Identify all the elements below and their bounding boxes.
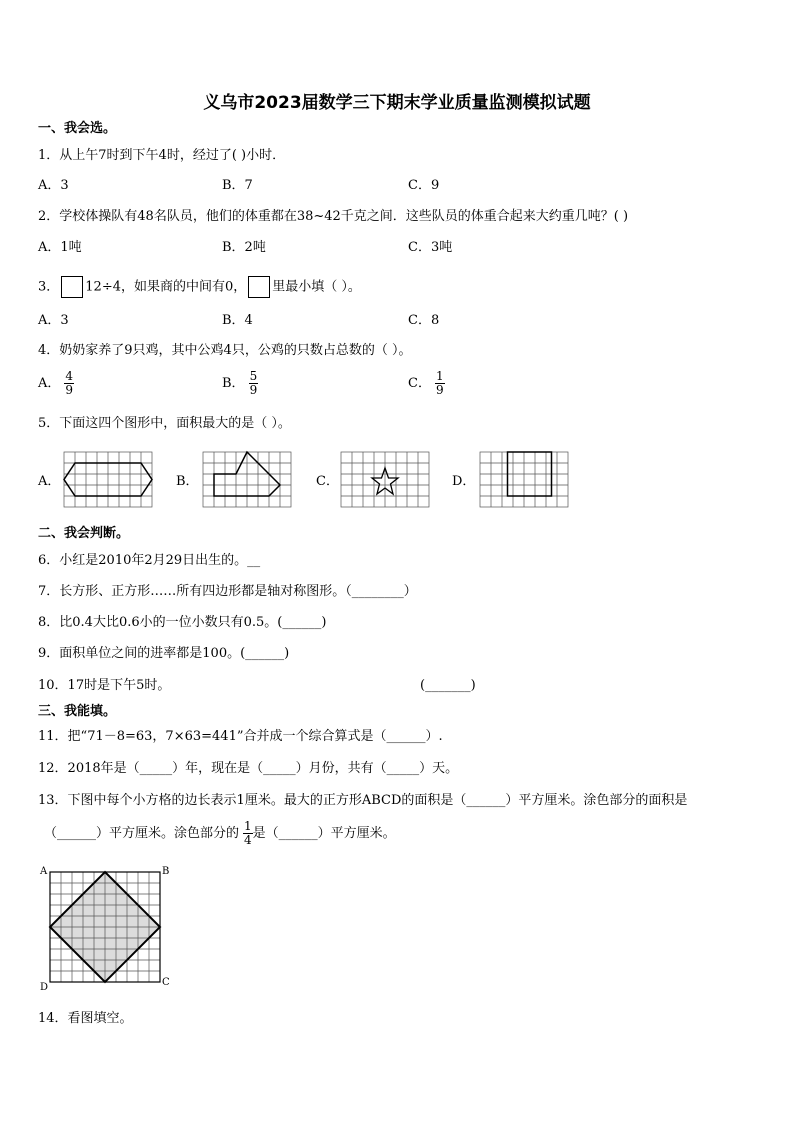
question-4: 4．奶奶家养了9只鸡，其中公鸡4只，公鸡的只数占总数的（ ）。 [38, 343, 412, 358]
figure-a-hexagon [64, 452, 152, 507]
q2-option-a: A．1吨 [38, 240, 82, 255]
q3-option-a: A．3 [38, 313, 69, 328]
fraction: $\frac{1}{9}$ [435, 369, 444, 397]
label-a: A [40, 866, 48, 877]
q3-text-end: 里最小填（ ）。 [272, 279, 361, 295]
q10-answer-blank: (_______) [420, 678, 476, 693]
question-14: 14．看图填空。 [38, 1011, 133, 1026]
q2-option-c: C．3吨 [408, 240, 453, 255]
fraction: $\frac{5}{9}$ [249, 369, 258, 397]
figure-b-house [203, 452, 291, 507]
q5-option-a-label: A． [38, 474, 61, 489]
section-heading-choice: 一、我会选。 [38, 121, 117, 136]
q5-option-b-label: B． [176, 474, 199, 489]
q5-option-d-label: D． [452, 474, 476, 489]
q2-option-b: B．2吨 [222, 240, 266, 255]
section-heading-judge: 二、我会判断。 [38, 526, 130, 541]
question-2: 2．学校体操队有48名队员，他们的体重都在38~42千克之间．这些队员的体重合起来大约重几吨？( ) [38, 209, 629, 224]
label-b: B [162, 866, 170, 877]
question-8: 8．比0.4大比0.6小的一位小数只有0.5。(______) [38, 615, 327, 630]
question-11: 11．把“71－8=63，7×63=441”合并成一个综合算式是（______）. [38, 729, 443, 744]
question-12: 12．2018年是（_____）年，现在是（_____）月份，共有（_____）天。 [38, 761, 459, 776]
q5-option-c-label: C． [316, 474, 339, 489]
question-13-line1: 13．下图中每个小方格的边长表示1厘米。最大的正方形ABCD的面积是（______）平方厘米。涂色部分的面积是 [38, 793, 688, 808]
square-abcd-grid [50, 872, 160, 982]
label-d: D [40, 982, 49, 993]
q3-number: 3． [38, 279, 60, 295]
q1-option-c: C．9 [408, 178, 440, 193]
answer-box [248, 276, 270, 298]
question-9: 9．面积单位之间的进率都是100。(______) [38, 646, 290, 661]
q3-option-b: B．4 [222, 313, 253, 328]
figure-c-star [341, 452, 429, 507]
q4-option-b: B． $\frac{5}{9}$ [222, 369, 258, 397]
q1-option-b: B．7 [222, 178, 253, 193]
q4-option-c: C． $\frac{1}{9}$ [408, 369, 444, 397]
fraction: $\frac{4}{9}$ [65, 369, 74, 397]
question-3 [38, 276, 361, 298]
answer-box [61, 276, 83, 298]
question-13-line2: （______）平方厘米。涂色部分的 $\frac{1}{4}$ 是（______）平方厘米。 [44, 819, 396, 847]
section-heading-fill: 三、我能填。 [38, 704, 117, 719]
q4-option-a: A． $\frac{4}{9}$ [38, 369, 74, 397]
figure-d-rectangle [480, 452, 568, 507]
question-5: 5．下面这四个图形中，面积最大的是（ ）。 [38, 416, 291, 431]
label-c: C [162, 977, 170, 988]
q3-option-c: C．8 [408, 313, 440, 328]
q1-option-a: A．3 [38, 178, 69, 193]
question-6: 6．小红是2010年2月29日出生的。__ [38, 553, 261, 568]
fraction: $\frac{1}{4}$ [244, 819, 252, 847]
page-title: 义乌市2023届数学三下期末学业质量监测模拟试题 [203, 93, 591, 113]
question-7: 7．长方形、正方形……所有四边形都是轴对称图形。（________） [38, 584, 417, 599]
q3-text-mid: 12÷4，如果商的中间有0， [85, 279, 247, 295]
question-10: 10．17时是下午5时。 [38, 678, 171, 693]
question-1: 1．从上午7时到下午4时，经过了( )小时． [38, 148, 286, 163]
